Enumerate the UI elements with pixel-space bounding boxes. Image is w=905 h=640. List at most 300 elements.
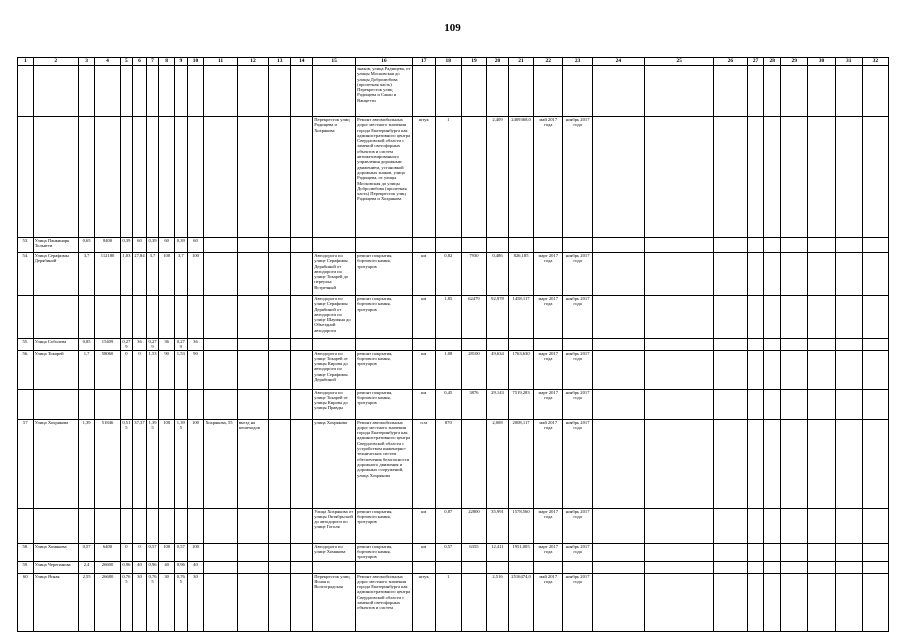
header-cell: 20 [487,58,509,66]
table-cell: 26680 [95,573,120,631]
table-cell: улица Хохрякова [313,419,356,508]
table-cell [764,296,781,339]
table-cell [862,508,888,543]
header-cell: 2 [33,58,78,66]
table-cell: 0,765 [175,573,188,631]
table-cell [187,66,204,117]
table-cell: 1,53 [175,350,188,389]
table-cell: 90 [187,350,204,389]
table-cell: 3876 [461,389,486,419]
table-cell [747,238,764,253]
table-row [18,543,889,561]
table-cell: 0 [133,350,147,389]
table-cell [563,561,592,573]
table-cell: 58060 [95,350,120,389]
table-cell [237,339,268,351]
table-cell [95,389,120,419]
table-cell: ремонт покрытия, бортового камня, тротуаров [356,508,413,543]
table-cell [269,350,291,389]
table-cell: км [412,508,435,543]
table-cell [133,66,147,117]
table-cell [291,419,313,508]
table-cell [808,296,835,339]
table-cell [808,339,835,351]
table-cell [204,508,238,543]
table-cell [862,561,888,573]
table-cell [835,238,862,253]
table-cell [764,339,781,351]
table-cell: 0,765 [120,573,133,631]
table-cell [747,296,764,339]
table-cell [862,238,888,253]
table-cell [592,508,644,543]
table-cell [781,543,808,561]
table-cell [714,350,748,389]
table-cell [592,238,644,253]
table-cell [645,117,714,238]
table-cell: ноябрь 2017 года [563,117,592,238]
table-cell [592,117,644,238]
table-cell [237,350,268,389]
table-cell [645,350,714,389]
table-cell [747,508,764,543]
table-cell: март 2017 года [534,253,563,296]
table-row [18,508,889,543]
table-cell: Автодорога по улице Серафимы Дерябиной от автодороги по улице Шаумяна до Объездной автодороги [313,296,356,339]
table-cell: 0,65 [78,238,95,253]
table-cell [781,253,808,296]
table-cell [764,561,781,573]
table-cell [862,339,888,351]
table-cell [412,339,435,351]
table-cell: 7519,283 [508,389,533,419]
table-cell: 60 [133,238,147,253]
table-cell: 1,85 [435,296,461,339]
table-cell [747,543,764,561]
table-cell: 0,279 [146,339,159,351]
table-cell: Хохрякова, 55 [204,419,238,508]
table-cell [291,117,313,238]
table-cell: 1,7 [78,350,95,389]
header-cell: 28 [764,58,781,66]
table-cell: 0,486 [487,253,509,296]
table-cell [291,339,313,351]
table-row [18,66,889,117]
table-cell [159,296,175,339]
table-cell [781,419,808,508]
table-cell [764,350,781,389]
table-cell [95,296,120,339]
table-cell [33,117,78,238]
table-cell [33,389,78,419]
table-cell [204,296,238,339]
table-cell [204,543,238,561]
table-cell [764,389,781,419]
table-cell [146,508,159,543]
table-cell [237,561,268,573]
table-cell: 8400 [95,238,120,253]
table-cell [487,66,509,117]
table-cell: 30 [159,573,175,631]
header-cell: 3 [78,58,95,66]
table-cell: 2,008 [487,419,509,508]
table-cell [645,419,714,508]
table-cell: май 2017 года [534,419,563,508]
table-cell [781,350,808,389]
table-cell: Ремонт автомобильных дорог местного значения города Екатеринбурга как административного центра Свердловской области с заменой светофорных объектов и систем [356,573,413,631]
header-cell: 22 [534,58,563,66]
table-cell [159,389,175,419]
table-cell: 26600 [95,561,120,573]
table-cell: ремонт покрытия, бортового камня, тротуаров [356,253,413,296]
table-cell: Улица Соболева [33,339,78,351]
table-cell: Автодорога по улице Хомякова [313,543,356,561]
header-cell: 1 [18,58,34,66]
table-cell [808,573,835,631]
table-row [18,573,889,631]
table-cell [269,561,291,573]
table-cell [95,66,120,117]
table-cell [764,419,781,508]
table-cell [78,117,95,238]
table-cell [592,543,644,561]
header-cell: 11 [204,58,238,66]
table-cell [204,238,238,253]
table-cell [592,419,644,508]
header-cell: 21 [508,58,533,66]
table-cell: 0 [133,543,147,561]
table-cell: 27,84 [133,253,147,296]
table-cell [808,389,835,419]
table-cell [592,296,644,339]
table-cell: Улица Панкинарк Тольятти [33,238,78,253]
table-cell [120,117,133,238]
table-cell: 28100 [461,350,486,389]
header-row [18,58,889,66]
table-cell: март 2017 года [534,296,563,339]
table-cell [18,389,34,419]
table-cell: ноябрь 2017 года [563,389,592,419]
table-cell [534,238,563,253]
table-row [18,561,889,573]
table-cell [592,389,644,419]
table-cell: 1 [435,117,461,238]
table-cell [95,508,120,543]
table-cell: 2,4 [78,561,95,573]
table-cell [435,66,461,117]
table-cell [781,389,808,419]
table-cell [120,508,133,543]
table-cell: 0,82 [435,253,461,296]
table-cell [781,339,808,351]
table-cell [835,561,862,573]
table-cell [269,296,291,339]
table-cell [269,543,291,561]
table-cell [187,296,204,339]
header-cell: 6 [133,58,147,66]
table-cell [78,66,95,117]
table-cell [291,573,313,631]
table-cell [835,389,862,419]
table-cell: ноябрь 2017 года [563,508,592,543]
table-cell [204,339,238,351]
header-cell: 31 [835,58,862,66]
table-cell [835,66,862,117]
table-cell [461,339,486,351]
table-cell [714,253,748,296]
table-cell [747,117,764,238]
table-cell: Перекресток улиц Ясная и Волгоградская [313,573,356,631]
table-cell: км [412,350,435,389]
table-cell: 0,515 [120,419,133,508]
table-cell: Автодорога по улице Токарей от улицы Кирова до улицы Правды [313,389,356,419]
table-cell [237,117,268,238]
table-cell [714,543,748,561]
table-cell [747,419,764,508]
table-cell [747,561,764,573]
table-cell: Перекресток улиц Радищева и Хохрякова [313,117,356,238]
table-cell [808,238,835,253]
table-cell [808,66,835,117]
table-cell: км [412,296,435,339]
table-cell [237,573,268,631]
table-cell [204,561,238,573]
table-cell [18,296,34,339]
table-cell: 1458,117 [508,296,533,339]
table-cell [269,508,291,543]
table-cell [508,339,533,351]
table-cell: 1578,560 [508,508,533,543]
table-cell: 40 [159,561,175,573]
table-cell: 0,96 [146,561,159,573]
table-cell: 100 [187,543,204,561]
table-cell [835,573,862,631]
table-cell [534,561,563,573]
table-cell [747,339,764,351]
table-cell: Улица Хохрякова [33,419,78,508]
table-cell: март 2017 года [534,508,563,543]
table-cell [435,339,461,351]
table-cell [781,238,808,253]
table-cell [269,419,291,508]
table-cell: 2008,117 [508,419,533,508]
table-cell [461,66,486,117]
table-cell [714,419,748,508]
table-cell: 0,85 [78,339,95,351]
table-cell [714,573,748,631]
table-cell [461,573,486,631]
table-cell: ремонт покрытия, бортового камня, тротуаров [356,543,413,561]
table-cell: 112180 [95,253,120,296]
table-cell [269,253,291,296]
table-cell [412,66,435,117]
table-cell [237,253,268,296]
header-cell: 17 [412,58,435,66]
table-cell: 90 [159,350,175,389]
header-cell: 30 [808,58,835,66]
table-cell: 1763,630 [508,350,533,389]
table-cell [146,296,159,339]
table-cell [835,350,862,389]
table-cell [175,389,188,419]
table-cell: 2516474,0 [508,573,533,631]
table-cell [313,339,356,351]
table-cell: ноябрь 2017 года [563,253,592,296]
header-cell: 26 [714,58,748,66]
table-cell [159,508,175,543]
table-cell: 51846 [95,419,120,508]
table-cell: 57 [18,419,34,508]
table-cell: май 2017 года [534,573,563,631]
table-cell [592,66,644,117]
table-cell: Улица Ясная [33,573,78,631]
table-cell: п.м [412,419,435,508]
table-cell: 0,279 [120,339,133,351]
table-cell: 36 [159,339,175,351]
table-cell: Улица Хохрякова от улицы Октябрьской до автодороги по улице Гоголя [313,508,356,543]
table-cell: 15409 [95,339,120,351]
table-cell [764,66,781,117]
table-cell: 1,03 [120,253,133,296]
table-cell [33,66,78,117]
table-cell [764,117,781,238]
table-cell [764,238,781,253]
table-cell [835,508,862,543]
table-cell: 22800 [461,508,486,543]
table-cell [291,350,313,389]
table-cell [747,573,764,631]
table-cell [204,66,238,117]
table-cell [835,117,862,238]
table-cell: 60 [159,238,175,253]
header-cell: 16 [356,58,413,66]
table-cell: 1,53 [146,350,159,389]
table-cell [133,117,147,238]
header-cell: 18 [435,58,461,66]
table-cell: 100 [159,419,175,508]
table-cell [645,296,714,339]
header-cell: 15 [313,58,356,66]
table-cell: 0,39 [120,238,133,253]
header-cell: 5 [120,58,133,66]
table-cell: март 2017 года [534,389,563,419]
table-cell: 53. [18,238,34,253]
table-cell [291,66,313,117]
table-cell [808,253,835,296]
table-cell [835,543,862,561]
table-cell [862,296,888,339]
table-cell [714,66,748,117]
table-cell [645,238,714,253]
header-cell: 19 [461,58,486,66]
table-cell: ремонт покрытия, бортового камня, тротуаров [356,389,413,419]
table-cell [412,561,435,573]
table-cell [862,117,888,238]
table-cell [808,543,835,561]
table-cell: 0,57 [146,543,159,561]
table-cell [435,561,461,573]
table-cell [412,238,435,253]
table-cell [204,350,238,389]
table-cell [862,253,888,296]
header-cell: 24 [592,58,644,66]
table-cell [563,339,592,351]
table-cell [487,339,509,351]
table-cell: Улица Черепанова [33,561,78,573]
table-cell: 6400 [95,543,120,561]
header-cell: 25 [645,58,714,66]
table-cell [95,117,120,238]
table-cell [18,117,34,238]
table-cell [237,543,268,561]
table-cell [269,389,291,419]
table-cell: штук [412,117,435,238]
table-cell [487,561,509,573]
table-cell: 1,395 [175,419,188,508]
table-cell [269,339,291,351]
table-cell [78,389,95,419]
table-cell [508,238,533,253]
header-cell: 8 [159,58,175,66]
table-cell: 0,39 [175,238,188,253]
table-cell [435,238,461,253]
table-cell: 1,39 [78,419,95,508]
table-cell [313,561,356,573]
table-cell [146,117,159,238]
table-cell [461,419,486,508]
table-cell: 6355 [461,543,486,561]
table-cell [33,508,78,543]
table-cell [18,508,34,543]
table-cell: 40 [133,561,147,573]
table-cell: 100 [159,253,175,296]
table-cell [747,350,764,389]
table-cell [645,573,714,631]
table-cell [356,339,413,351]
table-row [18,117,889,238]
table-cell [714,508,748,543]
table-cell [204,573,238,631]
table-cell: знаков, улица Радищева, от улицы Московская до улицы Добролюбова (пролетная часть) Перекресток улиц Радищева и Сакко и Ванцетти [356,66,413,117]
table-cell [120,389,133,419]
table-cell [645,389,714,419]
table-cell: 0,45 [435,389,461,419]
header-cell: 12 [237,58,268,66]
table-cell [645,508,714,543]
table-cell [781,573,808,631]
table-cell: 30 [133,573,147,631]
table-cell [781,561,808,573]
table-cell: Автодорога по улице Серафимы Дерябиной от автодороги по улице Токарей до переулка Встречный [313,253,356,296]
table-cell: 36 [187,339,204,351]
table-cell: км [412,253,435,296]
table-cell [508,561,533,573]
table-cell [781,117,808,238]
table-cell [534,339,563,351]
table-cell [862,573,888,631]
table-cell: штук [412,573,435,631]
header-cell: 10 [187,58,204,66]
table-cell [645,253,714,296]
table-cell: 30 [187,573,204,631]
table-row [18,350,889,389]
table-cell: март 2017 года [534,350,563,389]
table-cell [313,238,356,253]
table-cell: 0,96 [120,561,133,573]
table-cell [764,573,781,631]
table-cell: 7930 [461,253,486,296]
table-cell [313,66,356,117]
